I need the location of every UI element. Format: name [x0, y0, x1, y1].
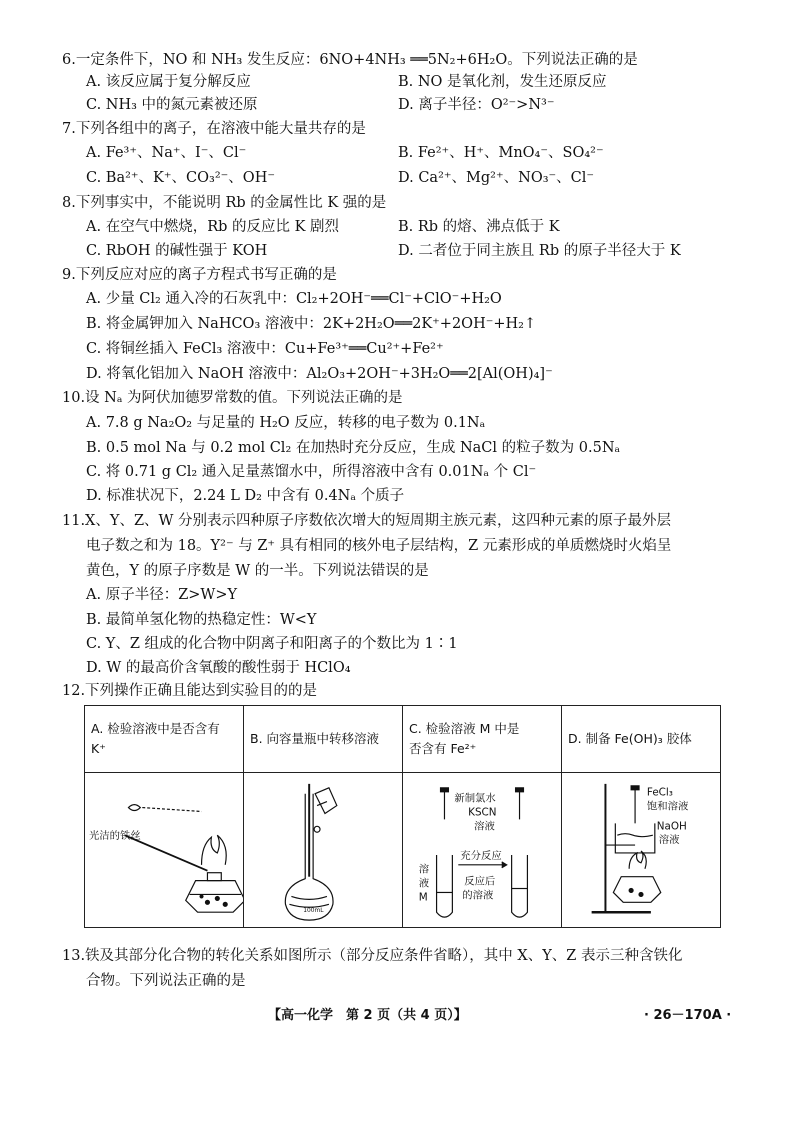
q6-stem: 6.一定条件下，NO 和 NH₃ 发生反应：6NO+4NH₃ ══5N₂+6H₂O。下列说法正确的是 — [62, 52, 638, 68]
q7-option-c: C. Ba²⁺、K⁺、CO₃²⁻、OH⁻ — [86, 170, 275, 186]
flame-icon — [629, 851, 646, 869]
exp-b-figure — [244, 773, 403, 928]
q6-option-b: B. NO 是氧化剂，发生还原反应 — [398, 74, 607, 90]
exp-a-wire-label: 光洁的铁丝 — [88, 830, 141, 843]
q6-option-d: D. 离子半径：O²⁻>N³⁻ — [398, 97, 555, 113]
exp-c-after-label2: 的溶液 — [462, 889, 494, 902]
q11-stem-line2: 电子数之和为 18。Y²⁻ 与 Z⁺ 具有相同的核外电子层结构，Z 元素形成的单质燃烧时火焰呈 — [86, 538, 672, 554]
q8-option-d: D. 二者位于同主族且 Rb 的原子半径大于 K — [398, 243, 681, 259]
exp-c-header-line1: C. 检验溶液 M 中是 — [409, 721, 520, 736]
exp-d-figure — [562, 773, 721, 928]
alcohol-lamp — [186, 881, 243, 913]
q7-stem: 7.下列各组中的离子，在溶液中能大量共存的是 — [62, 121, 366, 137]
volumetric-flask-diagram — [244, 773, 402, 927]
q9-option-a: A. 少量 Cl₂ 通入冷的石灰乳中：Cl₂+2OH⁻══Cl⁻+ClO⁻+H₂O — [86, 291, 502, 307]
exp-c-kscn-label2: 溶液 — [474, 820, 495, 833]
exp-c-solution-m-label-1: 溶 — [418, 863, 430, 876]
exp-d-naoh-label: NaOH — [656, 820, 687, 833]
exp-a-figure — [85, 773, 244, 928]
beaker — [615, 823, 655, 853]
q10-stem: 10.设 Nₐ 为阿伏加德罗常数的值。下列说法正确的是 — [62, 390, 403, 406]
exp-c-header-line2: 否含有 Fe²⁺ — [409, 741, 477, 756]
q10-option-b: B. 0.5 mol Na 与 0.2 mol Cl₂ 在加热时充分反应，生成 NaCl 的粒子数为 0.5Nₐ — [86, 440, 621, 456]
q11-stem-line1: 11.X、Y、Z、W 分别表示四种原子序数依次增大的短周期主族元素，这四种元素的原子最外层 — [62, 513, 672, 529]
exp-c-solution-m-label-3: M — [418, 891, 428, 904]
q7-option-d: D. Ca²⁺、Mg²⁺、NO₃⁻、Cl⁻ — [398, 170, 595, 186]
exam-code: · 26－170A · — [644, 1008, 732, 1023]
exp-c-header — [403, 706, 562, 773]
exp-a-header: A. 检验溶液中是否含有 K⁺ — [85, 706, 244, 773]
test-tube-right — [512, 855, 528, 917]
q10-option-a: A. 7.8 g Na₂O₂ 与足量的 H₂O 反应，转移的电子数为 0.1Nₐ — [86, 415, 486, 431]
exp-c-figure — [403, 773, 562, 928]
q8-stem: 8.下列事实中，不能说明 Rb 的金属性比 K 强的是 — [62, 195, 387, 211]
q7-option-b: B. Fe²⁺、H⁺、MnO₄⁻、SO₄²⁻ — [398, 145, 604, 161]
q11-option-b: B. 最简单氢化物的热稳定性：W<Y — [86, 612, 317, 628]
q9-stem: 9.下列反应对应的离子方程式书写正确的是 — [62, 267, 337, 283]
q6-option-c: C. NH₃ 中的氮元素被还原 — [86, 97, 258, 113]
q8-option-a: A. 在空气中燃烧，Rb 的反应比 K 剧烈 — [86, 219, 340, 235]
q11-option-d: D. W 的最高价含氧酸的酸性弱于 HClO₄ — [86, 660, 351, 676]
exp-c-after-label: 反应后 — [464, 875, 496, 888]
beaker — [315, 788, 337, 814]
test-tube-left — [437, 855, 453, 917]
experiment-table — [84, 705, 721, 928]
exp-c-chlorine-label: 新制氯水 — [454, 792, 496, 805]
alcohol-lamp — [613, 877, 660, 903]
exp-c-react-label: 充分反应 — [460, 849, 502, 862]
q9-option-d: D. 将氧化铝加入 NaOH 溶液中：Al₂O₃+2OH⁻+3H₂O══2[Al(OH)₄]⁻ — [86, 366, 553, 382]
q13-stem-line2: 合物。下列说法正确的是 — [86, 973, 246, 989]
q10-option-c: C. 将 0.71 g Cl₂ 通入足量蒸馏水中，所得溶液中含有 0.01Nₐ 个 Cl⁻ — [86, 464, 537, 480]
flame-icon — [202, 835, 227, 865]
q8-option-c: C. RbOH 的碱性强于 KOH — [86, 243, 268, 259]
exp-d-saturated-label: 饱和溶液 — [646, 800, 689, 813]
q13-stem-line1: 13.铁及其部分化合物的转化关系如图所示（部分反应条件省略），其中 X、Y、Z 表示三种含铁化 — [62, 948, 683, 964]
exp-c-kscn-label: KSCN — [468, 806, 497, 819]
colloid-prep-diagram — [562, 773, 720, 927]
flame-test-diagram — [85, 773, 243, 927]
svg-text:100mL: 100mL — [303, 908, 324, 915]
exp-d-naoh-label2: 溶液 — [658, 834, 680, 847]
exp-d-header: D. 制备 Fe(OH)₃ 胶体 — [562, 706, 721, 773]
q11-stem-line3: 黄色，Y 的原子序数是 W 的一半。下列说法错误的是 — [86, 563, 429, 579]
q12-stem: 12.下列操作正确且能达到实验目的的是 — [62, 683, 318, 699]
exp-c-solution-m-label-2: 液 — [418, 877, 430, 890]
eye-icon — [128, 805, 140, 811]
exp-d-fecl3-label: FeCl₃ — [646, 786, 673, 799]
page-footer: 【高一化学 第 2 页（共 4 页）】 — [268, 1008, 467, 1023]
q6-option-a: A. 该反应属于复分解反应 — [86, 74, 251, 90]
q11-option-c: C. Y、Z 组成的化合物中阴离子和阳离子的个数比为 1∶1 — [86, 636, 458, 652]
q10-option-d: D. 标准状况下，2.24 L D₂ 中含有 0.4Nₐ 个质子 — [86, 488, 405, 504]
q9-option-c: C. 将铜丝插入 FeCl₃ 溶液中：Cu+Fe³⁺══Cu²⁺+Fe²⁺ — [86, 341, 444, 357]
fe2-test-diagram — [403, 773, 561, 927]
q11-option-a: A. 原子半径：Z>W>Y — [86, 587, 238, 603]
exp-b-header: B. 向容量瓶中转移溶液 — [244, 706, 403, 773]
q9-option-b: B. 将金属钾加入 NaHCO₃ 溶液中：2K+2H₂O══2K⁺+2OH⁻+H₂↑ — [86, 316, 537, 332]
q7-option-a: A. Fe³⁺、Na⁺、I⁻、Cl⁻ — [86, 145, 247, 161]
q8-option-b: B. Rb 的熔、沸点低于 K — [398, 219, 560, 235]
